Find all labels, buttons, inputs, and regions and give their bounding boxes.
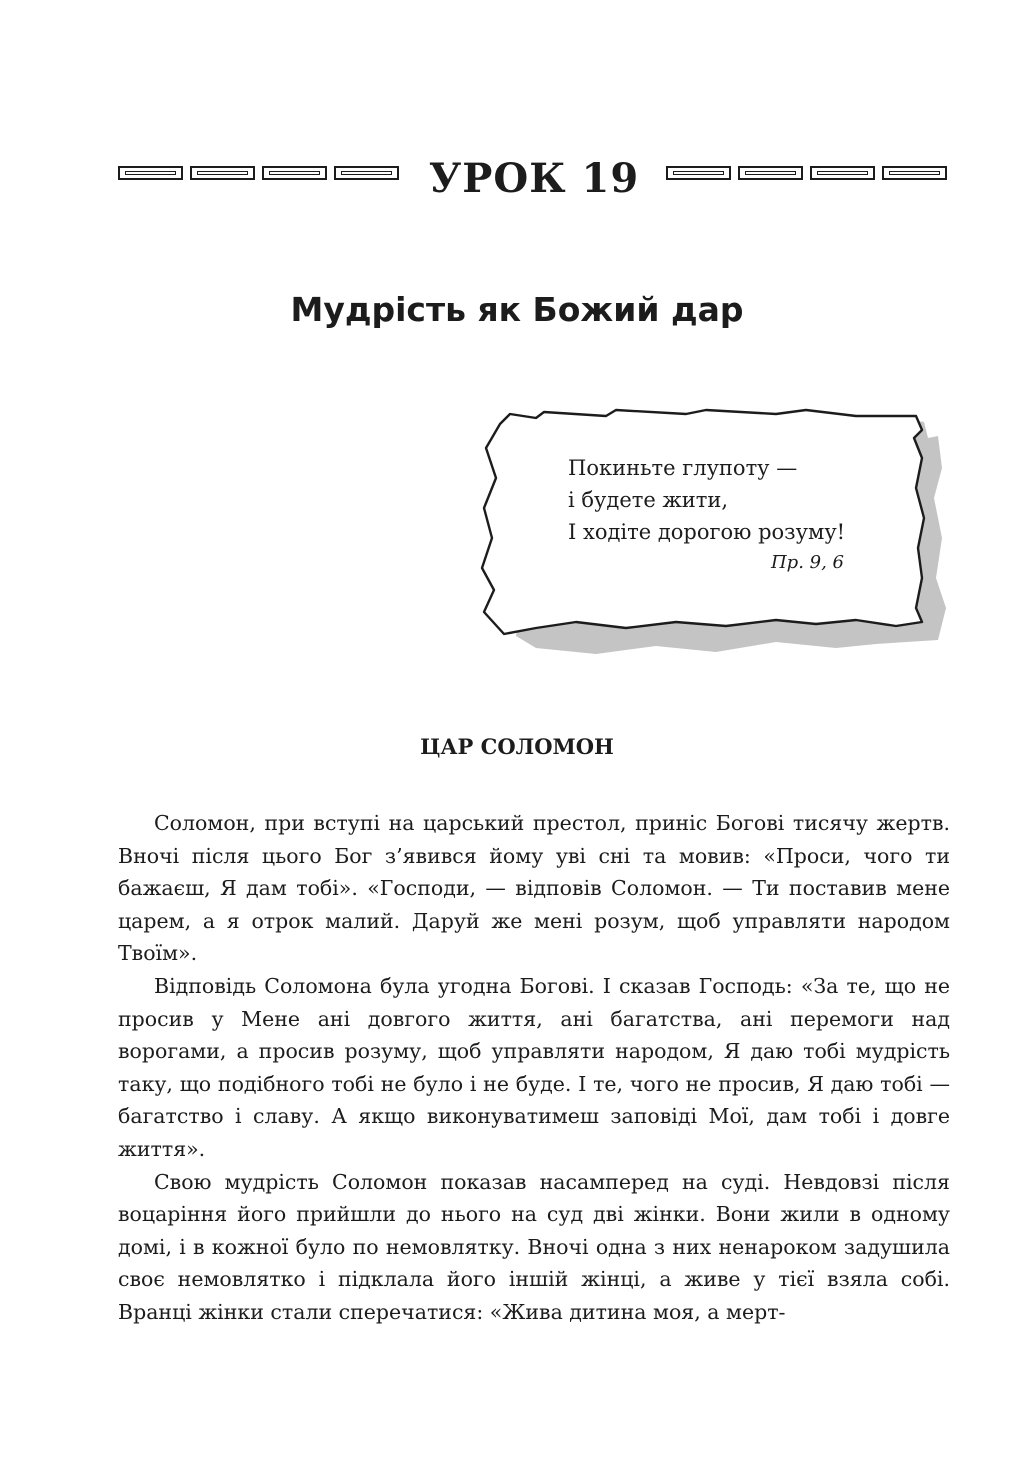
- ornament-segment: [666, 166, 731, 180]
- ornament-segment: [118, 166, 183, 180]
- ornament-segment: [738, 166, 803, 180]
- quote-line: Покиньте глупоту —: [568, 456, 798, 480]
- quote-line: І ходіте дорогою розуму!: [568, 520, 846, 544]
- ornament-segment: [262, 166, 327, 180]
- ornament-segment: [882, 166, 947, 180]
- ornament-segment: [810, 166, 875, 180]
- ornament-left: [118, 166, 399, 184]
- quote-reference: Пр. 9, 6: [770, 552, 844, 573]
- body-text: [118, 807, 950, 1329]
- paragraph: Соломон, при вступі на царський престол, приніс Богові тисячу жертв. Вночі після цього Бог з’явився йому уві сні та мовив: «Проси, чого ти бажаєш, Я дам тобі». «Господи, — відповів Соломон. — Ти поставив мене царем, а я отрок малий. Даруй же мені розум, щоб управляти народом Твоїм».: [118, 811, 950, 966]
- ornament-right: [666, 166, 947, 184]
- lesson-title: УРОК 19: [428, 155, 640, 202]
- lesson-subtitle: Мудрість як Божий дар: [290, 290, 744, 329]
- section-title: ЦАР СОЛОМОН: [420, 734, 614, 759]
- paragraph: Свою мудрість Соломон показав насамперед на суді. Невдовзі після воцаріння його прийшли до нього на суд дві жінки. Вони жили в одному домі, і в кожної було по немовлятку. Вночі одна з них ненароком задушила своє немовлятко і підклала його іншій жінці, а живе у тієї взяла собі. Вранці жінки стали сперечатися: «Жива дитина моя, а мерт-: [118, 1169, 950, 1324]
- paragraph: Відповідь Соломона була угодна Богові. І сказав Господь: «За те, що не просив у Мене ані довгого життя, ані багатства, ані перемоги над ворогами, а просив розуму, щоб управляти народом, Я даю тобі мудрість таку, що подібного тобі не було і не буде. І те, чого не просив, Я даю тобі — багатство і славу. А якщо виконуватимеш заповіді Мої, дам тобі і довге життя».: [118, 973, 950, 1161]
- ornament-segment: [334, 166, 399, 180]
- quote-line: і будете жити,: [568, 488, 729, 512]
- quote-scroll: [476, 408, 952, 658]
- lesson-header: [118, 150, 950, 210]
- ornament-segment: [190, 166, 255, 180]
- quote-text: [568, 452, 845, 548]
